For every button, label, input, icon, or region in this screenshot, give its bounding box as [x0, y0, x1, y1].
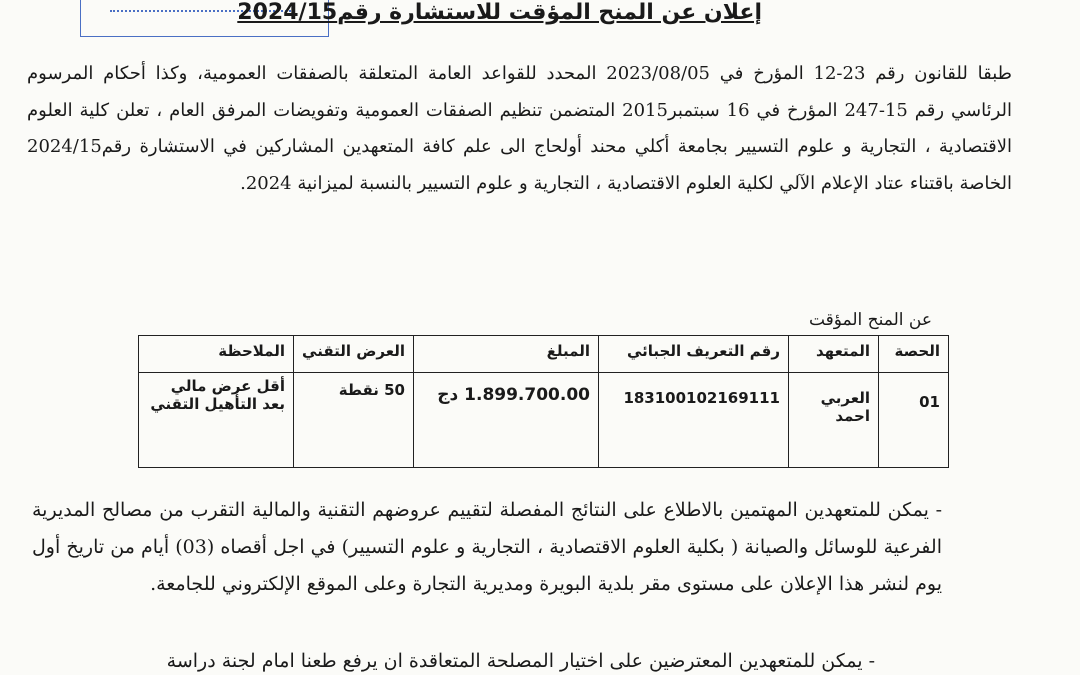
cell-tax-id: 183100102169111	[599, 373, 789, 468]
header-amount: المبلغ	[414, 336, 599, 373]
cell-amount: 1.899.700.00 دج	[414, 373, 599, 468]
cell-technical: 50 نقطة	[294, 373, 414, 468]
header-bidder: المتعهد	[789, 336, 879, 373]
header-technical: العرض التقني	[294, 336, 414, 373]
appeal-paragraph: - يمكن للمتعهدين المعترضين على اختيار المصلحة المتعاقدة ان يرفع طعنا امام لجنة دراسة	[166, 650, 875, 672]
table-header-row	[139, 336, 949, 373]
announcement-title: إعلان عن المنح المؤقت للاستشارة رقم2024/15	[237, 0, 762, 25]
provisional-award-table	[138, 335, 949, 468]
cell-note: أقل عرض مالي بعد التأهيل التقني	[139, 373, 294, 468]
legal-basis-paragraph: طبقا للقانون رقم 23-12 المؤرخ في 2023/08/05 المحدد للقواعد العامة المتعلقة بالصفقات العمومية، وكذا أحكام المرسوم الرئاسي رقم 15-247 المؤرخ في 16 سبتمبر2015 المتضمن تنظيم الصفقات العمومية وتفويضات المرفق العام ، تعلن كلية العلوم الاقتصادية ، التجارية و علوم التسيير بجامعة أكلي محند أولحاج الى علم كافة المتعهدين المشاركين في الاستشارة رقم2024/15 الخاصة باقتناء عتاد الإعلام الآلي لكلية العلوم الاقتصادية ، التجارية و علوم التسيير بالنسبة لميزانية 2024.	[27, 63, 1013, 194]
table-caption: عن المنح المؤقت	[808, 310, 932, 330]
cell-lot: 01	[879, 373, 949, 468]
header-tax-id: رقم التعريف الجبائي	[599, 336, 789, 373]
results-consultation-paragraph: - يمكن للمتعهدين المهتمين بالاطلاع على النتائج المفصلة لتقييم عروضهم التقنية والمالية التقرب من مصالح المديرية الفرعية للوسائل والصيانة ( بكلية العلوم الاقتصادية ، التجارية و علوم التسيير) في اجل أقصاه (03) أيام من تاريخ أول يوم لنشر هذا الإعلان على مستوى مقر بلدية البويرة ومديرية التجارة وعلى الموقع الإلكتروني للجامعة.	[32, 499, 942, 595]
cell-bidder: العربي احمد	[789, 373, 879, 468]
table-row	[139, 373, 949, 468]
header-lot: الحصة	[879, 336, 949, 373]
header-note: الملاحظة	[139, 336, 294, 373]
